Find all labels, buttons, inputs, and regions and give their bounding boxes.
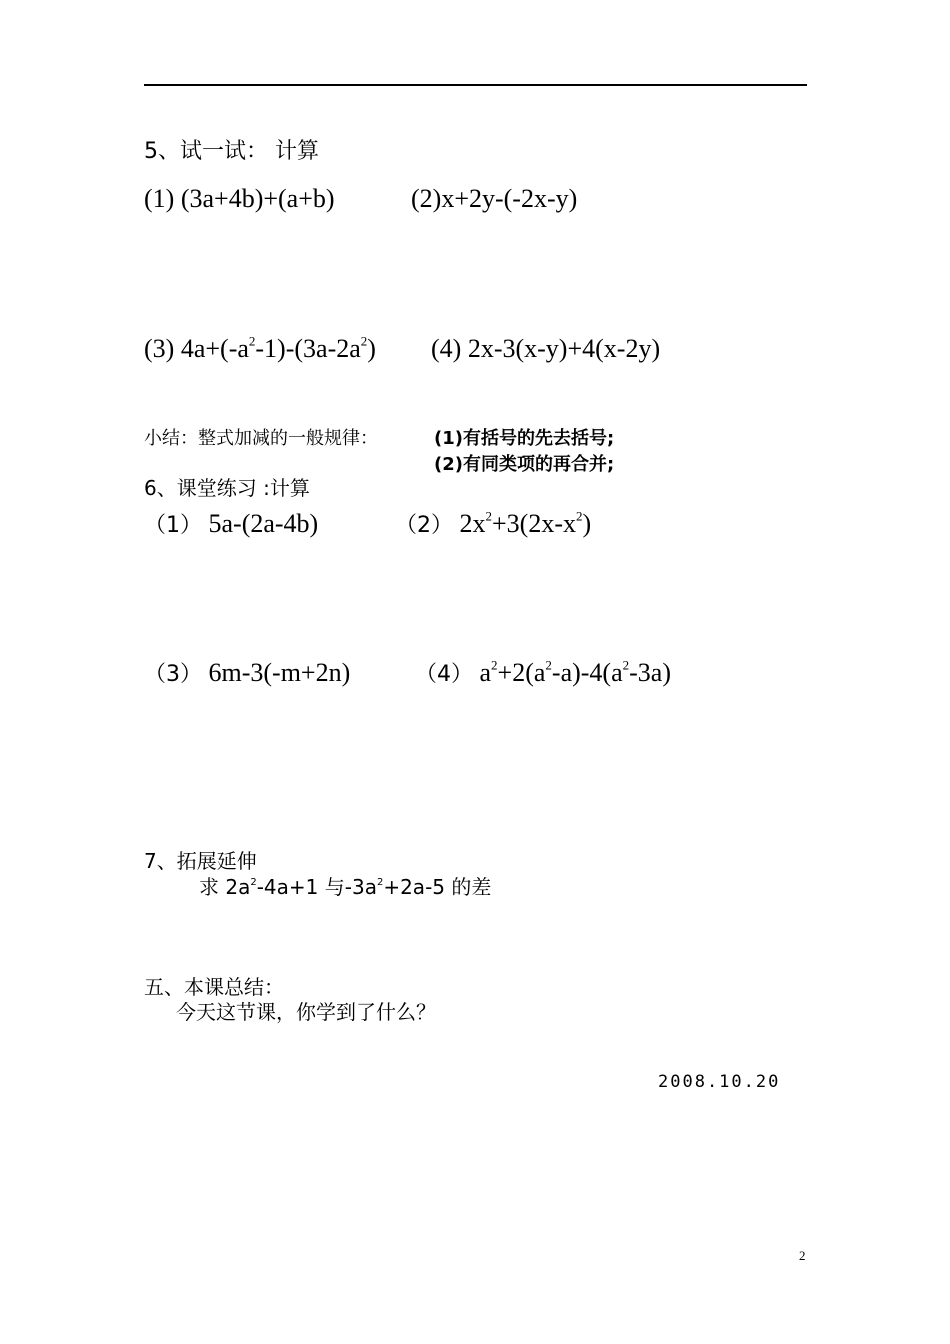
problem-expression: $2x^2+3(2x-x^2)$ <box>459 508 592 538</box>
problem-expression: $4a+(-a^2-1)-(3a-2a^2)$ <box>180 333 376 363</box>
problem-6-3 <box>144 657 350 688</box>
problem-label: （3） <box>144 662 202 687</box>
section-7-title: 7、拓展延伸 <box>144 849 257 873</box>
problem-label: （2） <box>395 513 453 538</box>
problem-expression: (3a+4b)+(a+b) <box>180 184 335 213</box>
problem-6-4 <box>415 657 671 688</box>
problem-label: （4） <box>415 662 473 687</box>
problem-expression: 5a-(2a-4b) <box>208 509 319 538</box>
problem-label: (2) <box>411 184 442 213</box>
problem-6-2 <box>395 508 591 539</box>
section-7-question: 求 $2a^2-4a+1$ 与$-3a^2+2a-5$ 的差 <box>199 875 492 899</box>
problem-5-3 <box>144 334 376 364</box>
summary-rule-2: (2)有同类项的再合并; <box>434 454 615 475</box>
problem-expression: x+2y-(-2x-y) <box>441 184 578 213</box>
problem-5-4 <box>431 334 660 364</box>
final-summary-question: 今天这节课，你学到了什么？ <box>176 1000 436 1024</box>
problem-label: (3) <box>144 334 175 363</box>
summary-rule-1: (1)有括号的先去括号; <box>434 428 615 449</box>
page-number: 2 <box>799 1248 806 1263</box>
problem-expression: $a^2+2(a^2-a)-4(a^2-3a)$ <box>479 657 671 687</box>
problem-5-1 <box>144 184 335 214</box>
problem-label: （1） <box>144 513 202 538</box>
problem-5-2 <box>411 184 577 214</box>
section-5-title: 5、试一试： 计算 <box>144 139 319 164</box>
final-summary-title: 五、本课总结： <box>144 975 284 999</box>
problem-expression: 6m-3(-m+2n) <box>208 658 351 687</box>
document-date: 2008.10.20 <box>658 1072 781 1092</box>
problem-expression: 2x-3(x-y)+4(x-2y) <box>467 334 661 363</box>
section-6-title: 6、课堂练习 :计算 <box>144 476 310 500</box>
problem-label: (1) <box>144 184 175 213</box>
header-rule <box>144 84 807 86</box>
summary-lead: 小结：整式加减的一般规律： <box>144 428 378 449</box>
problem-label: (4) <box>431 334 462 363</box>
problem-6-1 <box>144 508 318 539</box>
